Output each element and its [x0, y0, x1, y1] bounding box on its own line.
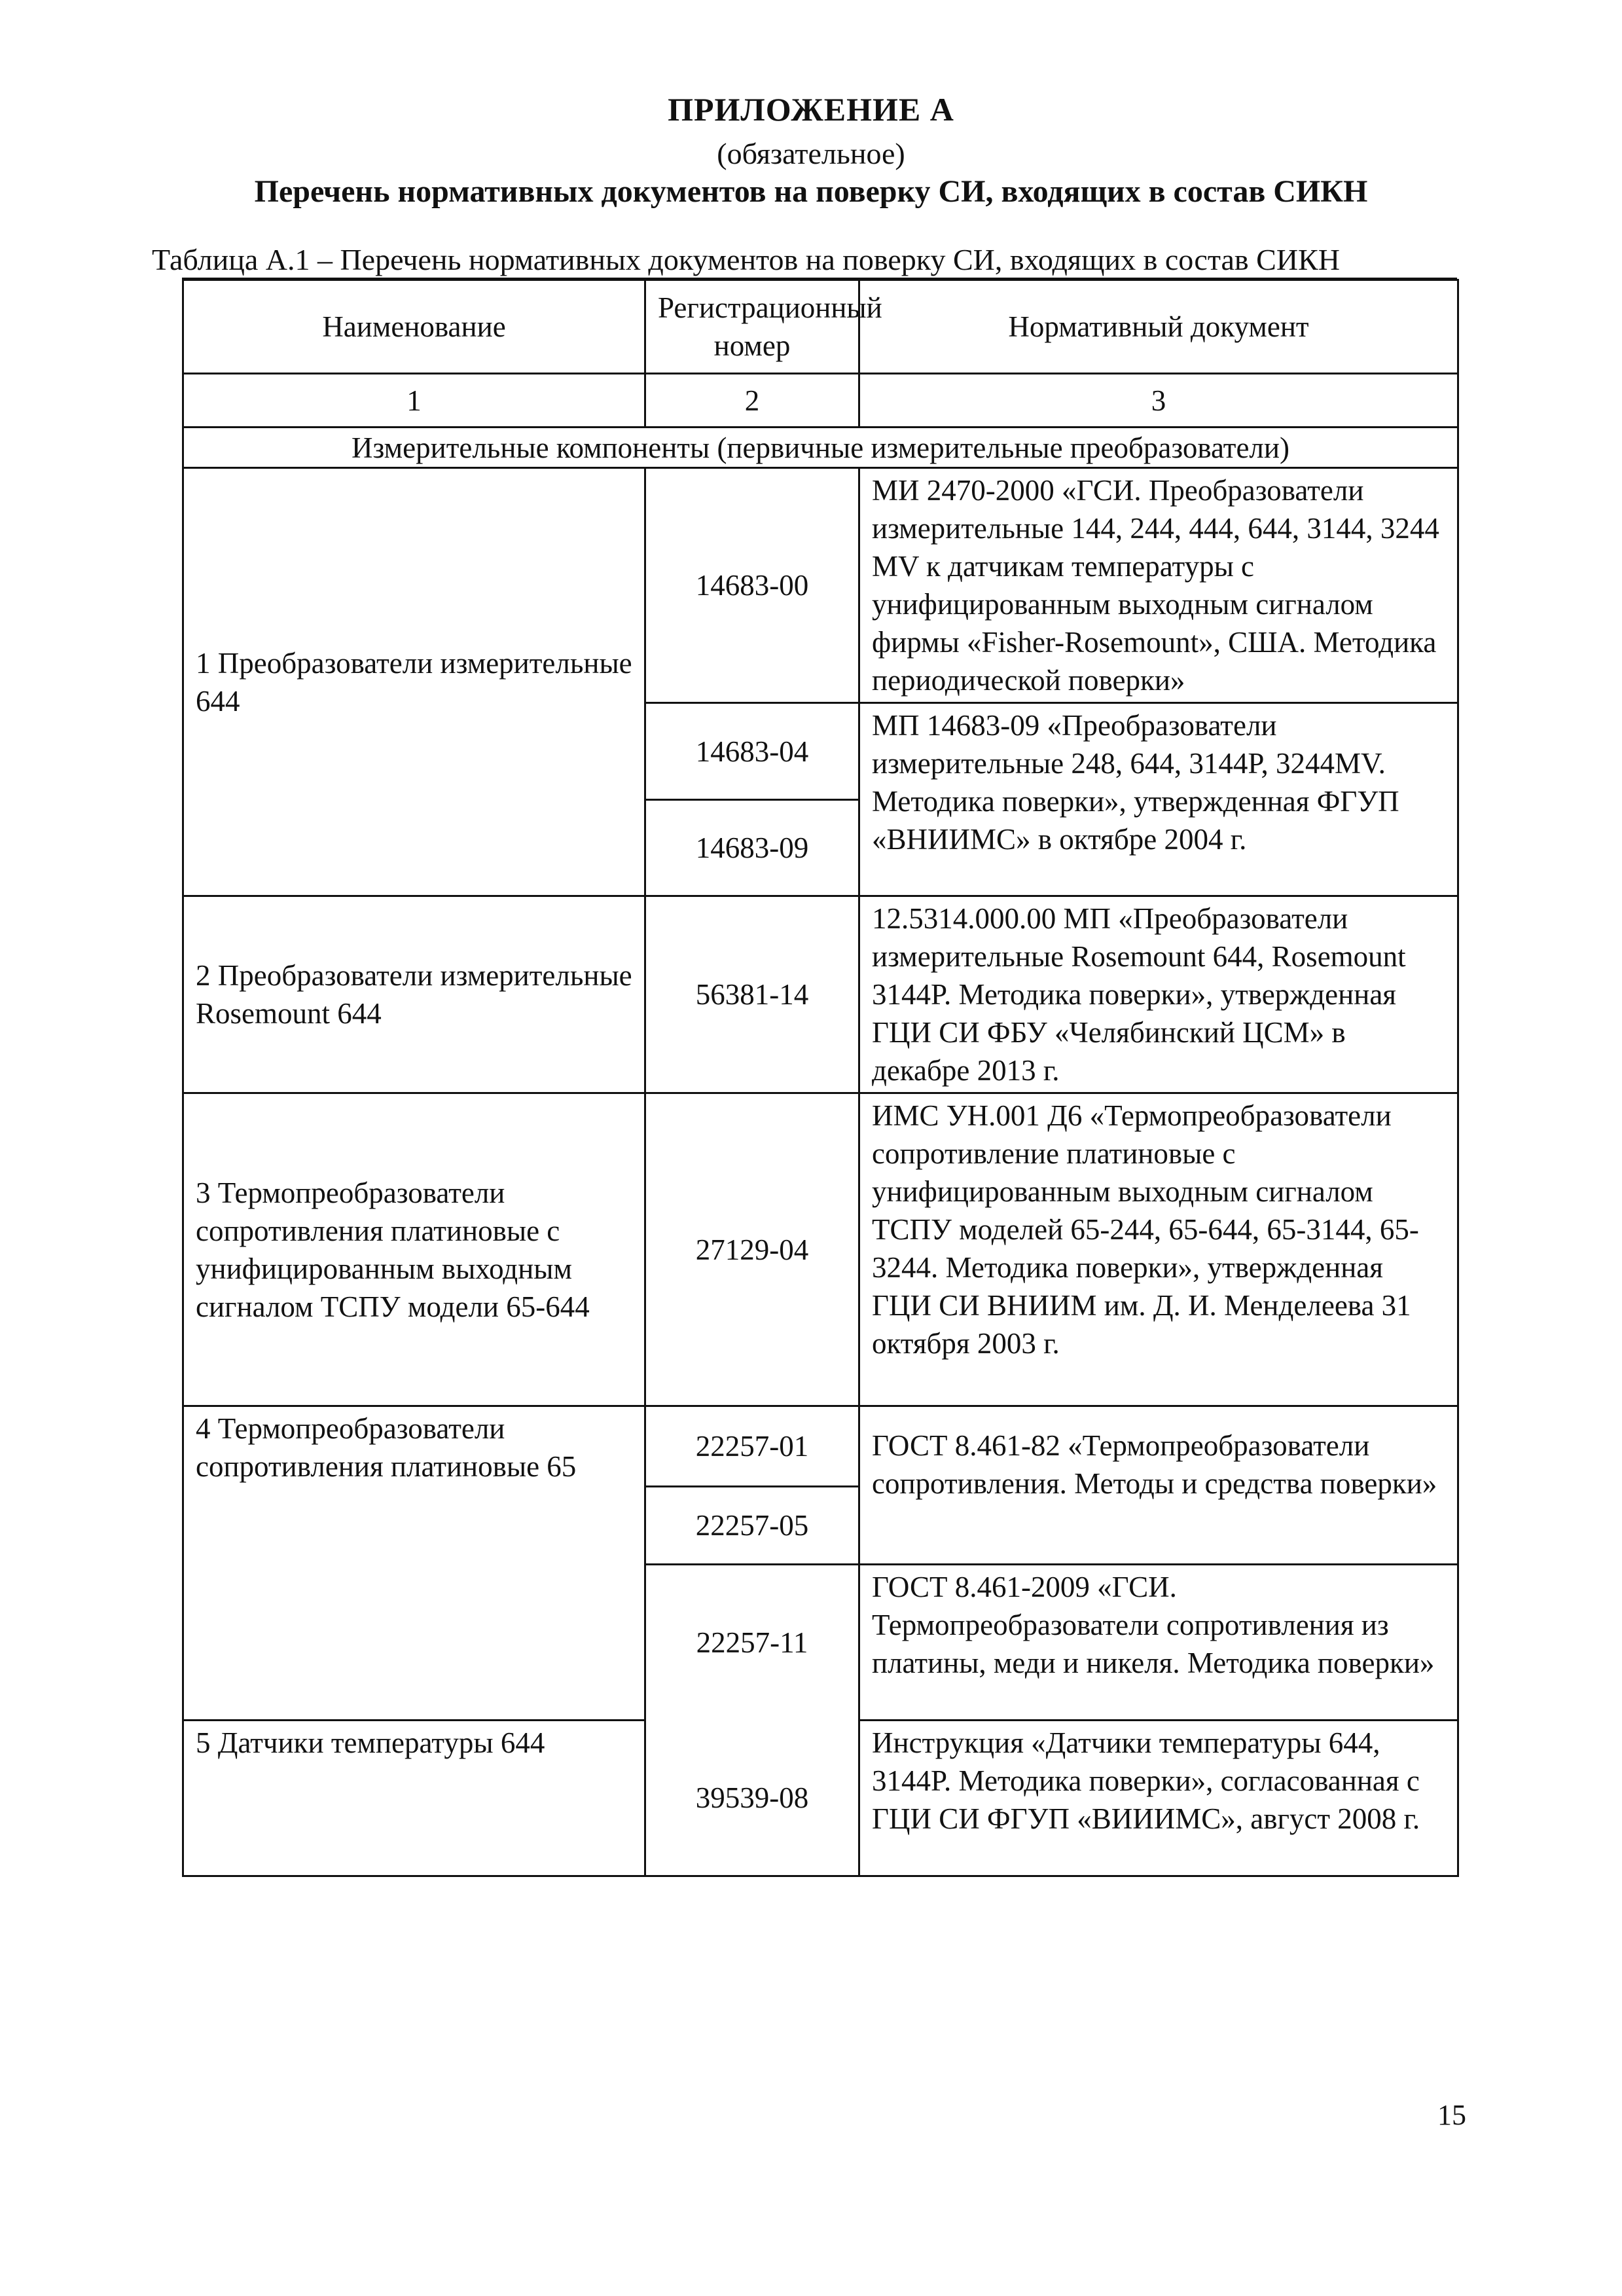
appendix-status: (обязательное) — [717, 137, 905, 170]
section-row — [183, 428, 1458, 468]
table-row — [183, 1406, 1458, 1487]
col-number: 2 — [645, 374, 859, 428]
col-header-name: Наименование — [183, 280, 645, 374]
appendix-heading: Перечень нормативных документов на поверку СИ, входящих в состав СИКН — [254, 174, 1368, 209]
normative-document: Инструкция «Датчики температуры 644, 3144P. Методика поверки», согласованная с ГЦИ СИ ФГУП «ВИИИМС», август 2008 г. — [859, 1721, 1458, 1876]
reg-number: 27129-04 — [645, 1093, 859, 1406]
item-name: 4 Термопреобразователи сопротивления платиновые 65 — [183, 1406, 645, 1721]
normative-document: МИ 2470-2000 «ГСИ. Преобразователи измерительные 144, 244, 444, 644, 3144, 3244 MV к датчикам температуры с унифицированным выходным сигналом фирмы «Fisher-Rosemount», США. Методика периодической поверки» — [859, 468, 1458, 703]
table-row — [183, 896, 1458, 1093]
normative-document: ГОСТ 8.461-2009 «ГСИ. Термопреобразователи сопротивления из платины, меди и никеля. Методика поверки» — [859, 1565, 1458, 1721]
table-row — [183, 1093, 1458, 1406]
reg-number: 56381-14 — [645, 896, 859, 1093]
section-title: Измерительные компоненты (первичные измерительные преобразователи) — [183, 428, 1458, 468]
col-number: 3 — [859, 374, 1458, 428]
reg-number: 22257-05 — [645, 1487, 859, 1565]
col-header-document: Нормативный документ — [859, 280, 1458, 374]
item-name: 3 Термопреобразователи сопротивления платиновые с унифицированным выходным сигналом ТСПУ модели 65-644 — [183, 1093, 645, 1406]
table-row — [183, 468, 1458, 703]
normative-document: МП 14683-09 «Преобразователи измерительные 248, 644, 3144P, 3244MV. Методика поверки», утвержденная ФГУП «ВНИИМС» в октябре 2004 г. — [859, 703, 1458, 896]
item-name: 5 Датчики температуры 644 — [183, 1721, 645, 1876]
normative-document: 12.5314.000.00 МП «Преобразователи измерительные Rosemount 644, Rosemount 3144P. Методика поверки», утвержденная ГЦИ СИ ФБУ «Челябинский ЦСМ» в декабре 2013 г. — [859, 896, 1458, 1093]
reg-number: 14683-00 — [645, 468, 859, 703]
reg-number: 39539-08 — [645, 1721, 859, 1876]
column-numbers-row — [183, 374, 1458, 428]
normative-document: ИМС УН.001 Д6 «Термопреобразователи сопротивление платиновые с унифицированным выходным сигналом ТСПУ моделей 65-244, 65-644, 65-3144, 65-3244. Методика поверки», утвержденная ГЦИ СИ ВНИИМ им. Д. И. Менделеева 31 октября 2003 г. — [859, 1093, 1458, 1406]
appendix-title: ПРИЛОЖЕНИЕ А — [668, 91, 954, 128]
table-row — [183, 1721, 1458, 1876]
col-number: 1 — [183, 374, 645, 428]
reg-number: 22257-01 — [645, 1406, 859, 1487]
documents-table — [182, 279, 1459, 1877]
reg-number: 14683-04 — [645, 703, 859, 800]
normative-document: ГОСТ 8.461-82 «Термопреобразователи сопротивления. Методы и средства поверки» — [859, 1406, 1458, 1565]
item-name: 2 Преобразователи измерительные Rosemount 644 — [183, 896, 645, 1093]
table-caption: Таблица А.1 – Перечень нормативных документов на поверку СИ, входящих в состав СИКН — [152, 243, 1340, 276]
reg-number: 14683-09 — [645, 800, 859, 896]
col-header-reg-number: Регистрационный номер — [645, 280, 859, 374]
reg-number: 22257-11 — [645, 1565, 859, 1721]
page-number: 15 — [1437, 2099, 1466, 2131]
item-name: 1 Преобразователи измерительные 644 — [183, 468, 645, 896]
table-header-row — [183, 280, 1458, 374]
